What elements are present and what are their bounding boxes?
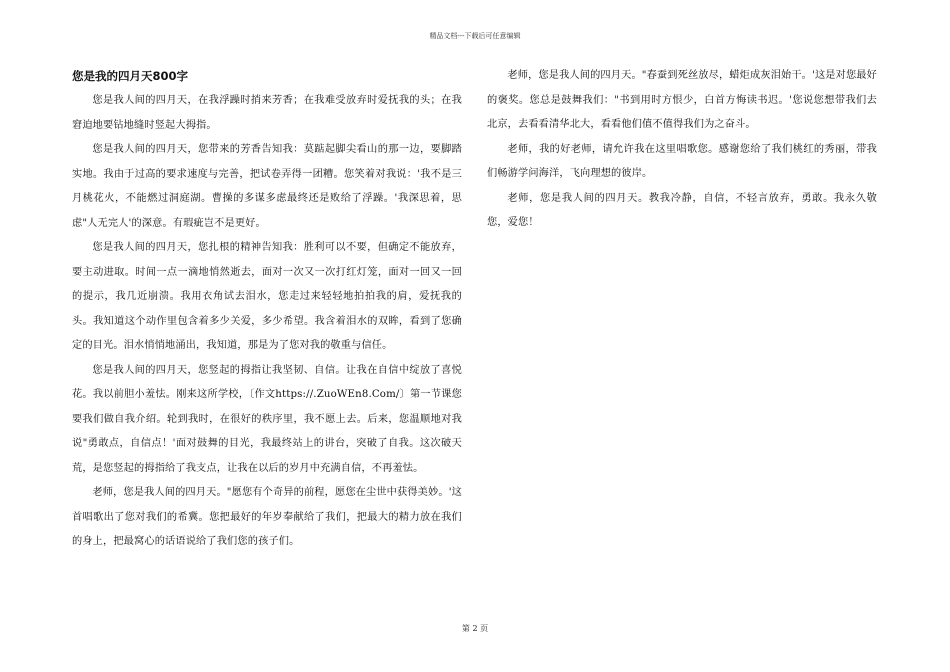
page-number: 第 2 页 (461, 624, 489, 633)
paragraph: 您是我人间的四月天，您扎根的精神告知我：胜利可以不要，但确定不能放弃，要主动进取。时间一点一滴地悄然逝去，面对一次又一次打红灯笼，面对一回又一回的提示，我几近崩溃。我用衣角试去泪水，您走过来轻轻地拍拍我的肩，爱抚我的头。我知道这个动作里包含着多少关爱，多少希望。我含着泪水的双眸，看到了您确定的目光。泪水悄悄地涌出，我知道，那是为了您对我的敬重与信任。 (72, 242, 462, 351)
essay-title: 您是我的四月天800字 (72, 69, 189, 83)
paragraph: 老师，我的好老师，请允许我在这里唱歌您。感谢您给了我们桃红的秀丽，带我们畅游学问海洋，飞向理想的彼岸。 (487, 143, 877, 179)
paragraph: 您是我人间的四月天，您带来的芳香告知我：莫踮起脚尖看山的那一边，要脚踏实地。我由于过高的要求速度与完善，把试卷弄得一团糟。您笑着对我说：'我不是三月桃花火，不能燃过洞庭湖。曹操的多谋多虑最终还是败给了浮躁。'我深思着，思虑"人无完人'的深意。有瑕疵岂不是更好。 (72, 144, 462, 229)
paragraph: 老师，您是我人间的四月天。"春蚕到死丝放尽，蜡炬成灰泪始干。'这是对您最好的褒奖。您总是鼓舞我们："书到用时方恨少，白首方悔读书迟。'您说您想带我们去北京，去看看清华北大，看看他们值不值得我们为之奋斗。 (487, 70, 877, 130)
paragraph: 老师，您是我人间的四月天。"愿您有个奇异的前程，愿您在尘世中获得美妙。'这首唱歌出了您对我们的希冀。您把最好的年岁奉献给了我们，把最大的精力放在我们的身上，把最窝心的话语说给了我们您的孩子们。 (72, 487, 462, 547)
left-column (72, 64, 462, 555)
right-column (487, 64, 877, 236)
paragraph: 您是我人间的四月天，您竖起的拇指让我坚韧、自信。让我在自信中绽放了喜悦花。我以前胆小羞怯。刚来这所学校，〔作文https://.ZuoWEn8.Com/〕第一节课您要我们做自我介绍。轮到我时，在很好的秩序里，我不愿上去。后来，您温顺地对我说"勇敢点，自信点！'面对鼓舞的目光，我最终站上的讲台，突破了自我。这次破天荒，是您竖起的拇指给了我支点，让我在以后的岁月中充满自信，不再羞怯。 (72, 364, 462, 474)
page-header: 精品文档---下载后可任意编辑 (429, 32, 521, 40)
paragraph: 老师，您是我人间的四月天。教我冷静，自信，不轻言放弃，勇敢。我永久敬您，爱您！ (487, 192, 877, 228)
paragraph: 您是我人间的四月天，在我浮躁时捎来芳香；在我难受放弃时爱抚我的头；在我窘迫地要钻地缝时竖起大拇指。 (72, 95, 462, 131)
